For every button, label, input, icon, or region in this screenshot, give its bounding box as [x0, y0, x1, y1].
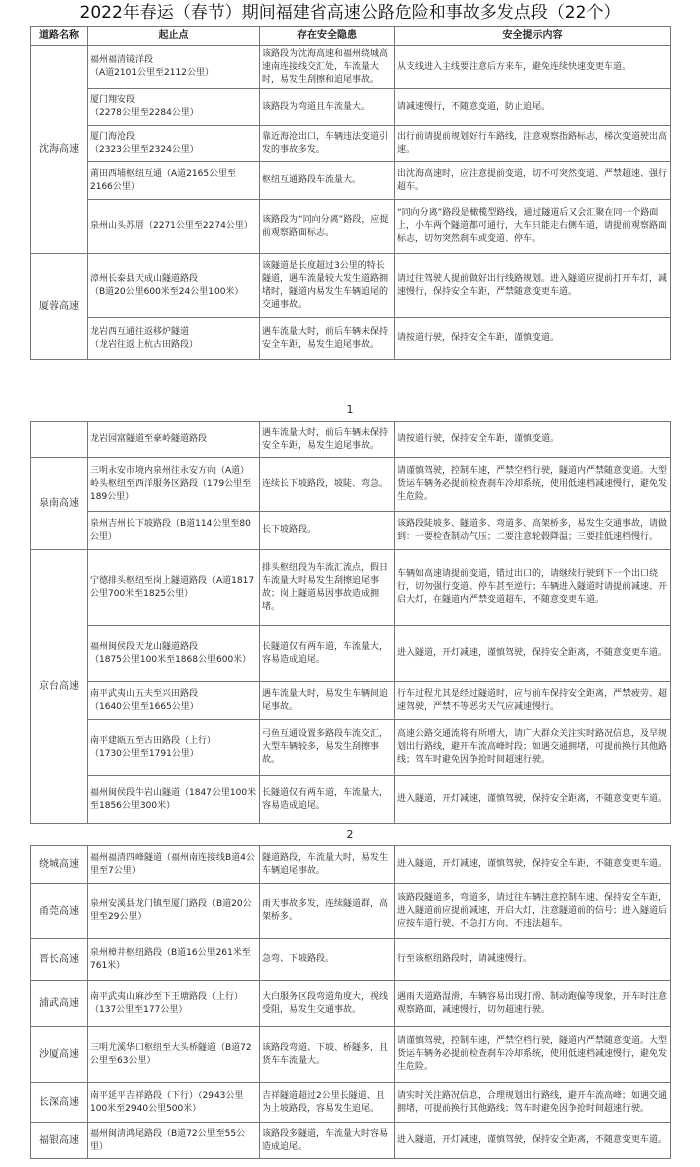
road-name: 福银高速	[31, 1123, 88, 1159]
tip-cell: 请过往驾驶人提前做好出行线路规划。进入隧道应提前打开车灯，减速慢行，保持安全车距，严禁随意变更车道。	[395, 254, 671, 318]
hazard-cell: 靠近海沧出口，车辆违法变道引发的事故多发。	[260, 126, 395, 162]
table-row	[31, 89, 671, 126]
road-name: 京台高速	[31, 550, 88, 824]
page-number: 1	[346, 403, 354, 416]
hazard-cell: 该路段弯道、下坡、桥隧多，且货车车流量大。	[260, 1027, 395, 1083]
start-end-cell: 泉州安溪县龙门镇至厦门路段（B道20公里至29公里）	[88, 884, 260, 939]
road-name: 长深高速	[31, 1083, 88, 1123]
tip-cell: 行至该枢纽路段时，请减速慢行。	[395, 939, 671, 981]
hazard-cell: 雨天事故多发，连续隧道群，高架桥多。	[260, 884, 395, 939]
start-end-cell: 南平武夷山麻沙至下王塘路段（上行）（137公里至177公里）	[88, 981, 260, 1027]
start-end-cell: 泉州樟井枢纽路段（B道16公里261米至761米）	[88, 939, 260, 981]
tip-cell: 进入隧道，开灯减速，谨慎驾驶，保持安全车距，不随意变更车道。	[395, 846, 671, 884]
road-name: 沙厦高速	[31, 1027, 88, 1083]
hazard-cell: 急弯、下坡路段。	[260, 939, 395, 981]
start-end-cell: 福州福清四峰隧道（福州南连接线B道4公里至7公里）	[88, 846, 260, 884]
start-end-cell: 莆田西埔枢纽互通（A道2165公里至2166公里）	[88, 162, 260, 200]
hazard-table-part-1	[30, 26, 671, 360]
hazard-cell: 吉祥隧道超过2公里长隧道、且为上坡路段，容易发生追尾。	[260, 1083, 395, 1123]
start-end-cell: 泉州山头苏厝（2271公里至2274公里）	[88, 200, 260, 254]
tip-cell: 该路段陡坡多、隧道多、弯道多、高架桥多，易发生交通事故，请做到：一要检查制动气压；二要注意轮毂降温；三要挂低速档慢行。	[395, 512, 671, 550]
header-road: 道路名称	[31, 27, 88, 46]
tip-cell: 请按道行驶，保持安全车距，谨慎变道。	[395, 422, 671, 458]
hazard-cell: 遇车流量大时，前后车辆未保持安全车距，易发生追尾事故。	[260, 422, 395, 458]
road-name: 晋长高速	[31, 939, 88, 981]
hazard-cell: 大白服务区段弯道角度大，视线受阻，易发生交通事故。	[260, 981, 395, 1027]
table-row	[31, 939, 671, 981]
table-row	[31, 458, 671, 512]
road-name	[31, 422, 88, 458]
tip-cell: 请按道行驶，保持安全车距，谨慎变道。	[395, 318, 671, 360]
start-end-cell: 厦门海沧段 （2323公里至2324公里）	[88, 126, 260, 162]
table-row	[31, 682, 671, 720]
table-row	[31, 1027, 671, 1083]
hazard-cell: 该路段为弯道且车流量大。	[260, 89, 395, 126]
road-name: 沈海高速	[31, 46, 88, 254]
hazard-cell: 遇车流量大时，前后车辆未保持安全车距，易发生追尾事故。	[260, 318, 395, 360]
hazard-cell: 该路段为沈海高速和福州绕城高速南连接线交汇处，车流量大时，易发生刮擦和追尾事故。	[260, 46, 395, 89]
table-row	[31, 126, 671, 162]
tip-cell: 高速公路交通流将有所增大，请广大群众关注实时路况信息，及早规划出行路线，避开车流高峰时段；如遇交通拥堵，可提前换行其他路线；驾车时避免因争抢时间超速行驶。	[395, 720, 671, 776]
tip-cell: 遇雨天道路湿滑，车辆容易出现打滑、制动跑偏等现象，开车时注意观察路面，减速慢行，切勿超速行驶。	[395, 981, 671, 1027]
hazard-cell: 隧道路段，车流量大时，易发生车辆追尾事故。	[260, 846, 395, 884]
start-end-cell: 宁德排头枢纽至岗上隧道路段（A道1817公里700米至1825公里）	[88, 550, 260, 626]
hazard-table-part-3	[30, 845, 671, 1159]
hazard-cell: 枢纽互通路段车流量大。	[260, 162, 395, 200]
road-name: 绕城高速	[31, 846, 88, 884]
header-tip: 安全提示内容	[395, 27, 671, 46]
tip-cell: “同向分离”路段是橄榄型路线，通过隧道后又会汇聚在同一个路面上，小车两个隧道都可通行，大车只能走右侧车道，请提前观察路面标志，切勿突然刹车或变道、停车。	[395, 200, 671, 254]
tip-cell: 出行前请提前规划好行车路线，注意观察指路标志，梯次变道驶出高速。	[395, 126, 671, 162]
tip-cell: 请减速慢行，不随意变道，防止追尾。	[395, 89, 671, 126]
table-header-row	[31, 27, 671, 46]
tip-cell: 进入隧道，开灯减速，谨慎驾驶，保持安全距离，不随意变更车道。	[395, 1123, 671, 1159]
hazard-cell: 排头枢纽段为车流汇流点，假日车流量大时易发生刮擦追尾事故；岗上隧道易因事故造成拥堵。	[260, 550, 395, 626]
hazard-cell: 长下坡路段。	[260, 512, 395, 550]
table-row	[31, 981, 671, 1027]
header-start-end: 起止点	[88, 27, 260, 46]
start-end-cell: 龙岩园富隧道至豪岭隧道路段	[88, 422, 260, 458]
start-end-cell: 龙岩西互通往返移炉隧道 （龙岩往返上杭古田路段）	[88, 318, 260, 360]
road-name: 浦武高速	[31, 981, 88, 1027]
start-end-cell: 福州福清镜洋段 （A道2101公里至2112公里）	[88, 46, 260, 89]
table-row	[31, 1123, 671, 1159]
table-row	[31, 846, 671, 884]
hazard-cell: 该路段为“同向分离”路段，应提前观察路面标志。	[260, 200, 395, 254]
hazard-cell: 遇车流量大时，易发生车辆间追尾事故。	[260, 682, 395, 720]
start-end-cell: 泉州吉州长下坡路段（B道114公里至80公里）	[88, 512, 260, 550]
page-number: 2	[346, 828, 354, 841]
tip-cell: 请谨慎驾驶，控制车速，严禁空档行驶，隧道内严禁随意变道。大型货运车辆务必提前检查刹车冷却系统，使用低速档减速慢行，避免发生危险。	[395, 1027, 671, 1083]
tip-cell: 请谨慎驾驶，控制车速，严禁空档行驶，隧道内严禁随意变道。大型货运车辆务必提前检查刹车冷却系统，使用低速档减速慢行，避免发生危险。	[395, 458, 671, 512]
table-row	[31, 254, 671, 318]
hazard-table-part-2	[30, 421, 671, 824]
table-row	[31, 776, 671, 824]
table-row	[31, 46, 671, 89]
table-row	[31, 200, 671, 254]
tip-cell: 该路段隧道多，弯道多，请过往车辆注意控制车速、保持安全车距，进入隧道前应提前减速，开启大灯，注意隧道前的信号；进入隧道后应按车道行驶、不急打方向、不违法超车。	[395, 884, 671, 939]
start-end-cell: 漳州长泰县天成山隧道路段 （B道20公里600米至24公里100米）	[88, 254, 260, 318]
road-name: 泉南高速	[31, 458, 88, 550]
tip-cell: 车辆如高速请提前变道，错过出口的，请继续行驶到下一个出口绕行，切勿强行变道、停车甚至逆行；车辆进入隧道时请提前减速、开启大灯，在隧道内严禁变道超车，不随意变更车道。	[395, 550, 671, 626]
start-end-cell: 三明尤溪华口枢纽至大头桥隧道（B道72公里至63公里）	[88, 1027, 260, 1083]
table-row	[31, 884, 671, 939]
tip-cell: 进入隧道，开灯减速，谨慎驾驶，保持安全距离，不随意变更车道。	[395, 626, 671, 682]
start-end-cell: 南平建瓯五至古田路段（上行） （1730公里至1791公里）	[88, 720, 260, 776]
table-row	[31, 550, 671, 626]
start-end-cell: 南平武夷山五夫至兴田路段 （1640公里至1665公里）	[88, 682, 260, 720]
table-row	[31, 162, 671, 200]
road-name: 厦蓉高速	[31, 254, 88, 360]
table-row	[31, 1083, 671, 1123]
hazard-cell: 弓鱼互通设置多路段车流交汇，大型车辆较多，易发生刮擦事故。	[260, 720, 395, 776]
hazard-cell: 该隧道是长度超过3公里的特长隧道，遇车流量较大发生道路拥堵时，隧道内易发生车辆追尾的交通事故。	[260, 254, 395, 318]
start-end-cell: 南平延平吉祥路段（下行）（2943公里100米至2940公里500米）	[88, 1083, 260, 1123]
table-row	[31, 626, 671, 682]
table-row	[31, 512, 671, 550]
start-end-cell: 三明永安市境内泉州往永安方向（A道）岭头枢纽至西洋服务区路段（179公里至189公里）	[88, 458, 260, 512]
header-hazard: 存在安全隐患	[260, 27, 395, 46]
start-end-cell: 福州闽清鸿尾路段（B道72公里至55公里）	[88, 1123, 260, 1159]
table-row	[31, 720, 671, 776]
tip-cell: 从支线进入主线要注意后方来车，避免连续快速变更车道。	[395, 46, 671, 89]
hazard-cell: 该路段多隧道，车流量大时容易造成追尾。	[260, 1123, 395, 1159]
start-end-cell: 福州闽侯段天龙山隧道路段 （1875公里100米至1868公里600米）	[88, 626, 260, 682]
start-end-cell: 福州闽侯段牛岩山隧道（1847公里100米至1856公里300米）	[88, 776, 260, 824]
start-end-cell: 厦门翔安段 （2278公里至2284公里）	[88, 89, 260, 126]
tip-cell: 行车过程尤其是经过隧道时，应与前车保持安全距离，严禁疲劳、超速驾驶，严禁不等恶劣天气应减速慢行。	[395, 682, 671, 720]
tip-cell: 进入隧道，开灯减速，谨慎驾驶，保持安全距离，不随意变更车道。	[395, 776, 671, 824]
table-row	[31, 318, 671, 360]
road-name: 甬莞高速	[31, 884, 88, 939]
document-title: 2022年春运（春节）期间福建省高速公路危险和事故多发点段（22个）	[79, 3, 621, 23]
hazard-cell: 长隧道仅有两车道，车流量大，容易造成追尾。	[260, 626, 395, 682]
table-row	[31, 422, 671, 458]
tip-cell: 出沈海高速时，应注意提前变道，切不可突然变道、严禁超速、强行超车。	[395, 162, 671, 200]
tip-cell: 请实时关注路况信息，合理规划出行路线，避开车流高峰；如遇交通拥堵，可提前换行其他路线；驾车时避免因争抢时间超速行驶。	[395, 1083, 671, 1123]
hazard-cell: 连续长下坡路段，坡陡、弯急。	[260, 458, 395, 512]
hazard-cell: 长隧道仅有两车道，车流量大，容易造成追尾。	[260, 776, 395, 824]
